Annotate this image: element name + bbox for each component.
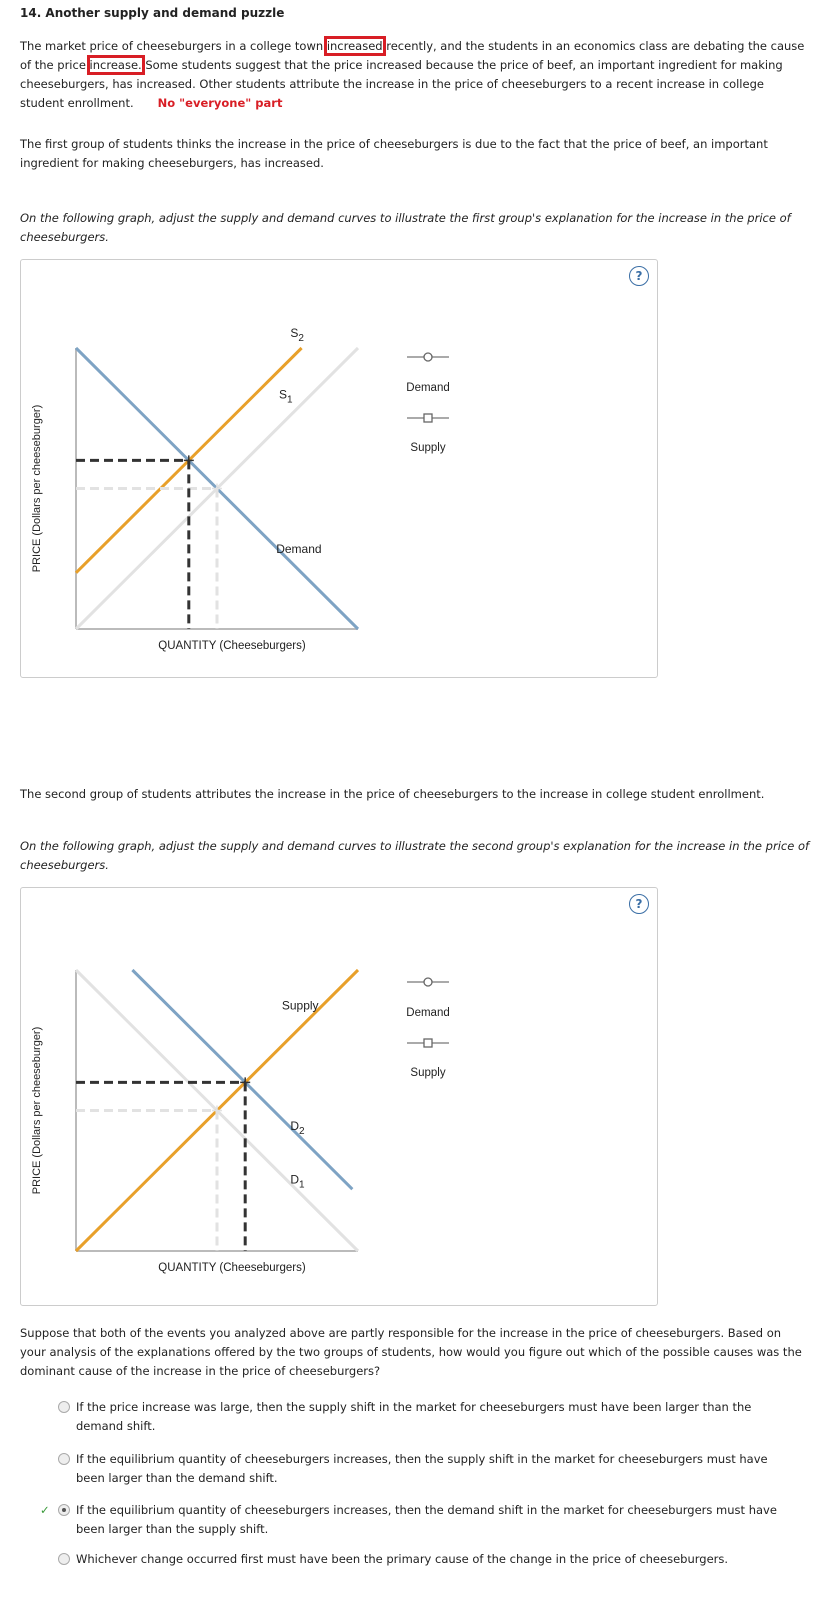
graph-1[interactable] bbox=[21, 260, 657, 677]
help-icon[interactable]: ? bbox=[629, 266, 649, 286]
y-axis-label: PRICE (Dollars per cheeseburger) bbox=[31, 404, 43, 573]
radio-button[interactable] bbox=[58, 1401, 70, 1413]
supply-tool-square-icon[interactable] bbox=[424, 414, 432, 422]
option-label: If the price increase was large, then the supply shift in the market for cheeseburgers must have been larger than the demand shift. bbox=[76, 1400, 752, 1433]
intro-text: The market price of cheeseburgers in a college town bbox=[20, 39, 327, 53]
curve-label-d2: $D_2$ bbox=[290, 1119, 305, 1138]
option-label: If the equilibrium quantity of cheeseburgers increases, then the supply shift in the market for cheeseburgers must have been larger than the demand shift. bbox=[76, 1452, 768, 1485]
option-2[interactable] bbox=[58, 1450, 788, 1488]
curve-label-d1: $D_1$ bbox=[290, 1172, 305, 1191]
intro-text: Some students suggest that the price increased because the price of beef, an important ingredient for making cheeseburgers, has increased. Other students attribute the increase in the price of cheeseburgers to a recent increase in college student enrollment. bbox=[20, 58, 783, 110]
x-axis-label: QUANTITY (Cheeseburgers) bbox=[158, 640, 306, 652]
help-icon[interactable]: ? bbox=[629, 894, 649, 914]
instruction-1: On the following graph, adjust the supply and demand curves to illustrate the first group's explanation for the increase in the price of cheeseburgers. bbox=[20, 211, 791, 244]
radio-button[interactable] bbox=[58, 1553, 70, 1565]
highlight-increase: increase. bbox=[89, 58, 142, 72]
annotation-note: No "everyone" part bbox=[157, 96, 283, 110]
graph-panel-2 bbox=[20, 887, 658, 1306]
intro-paragraph bbox=[20, 37, 810, 113]
radio-button-selected[interactable] bbox=[58, 1504, 70, 1516]
radio-button[interactable] bbox=[58, 1453, 70, 1465]
option-3[interactable] bbox=[40, 1501, 788, 1539]
demand-tool-circle-icon[interactable] bbox=[424, 353, 432, 361]
curve-label-supply: Supply bbox=[281, 998, 319, 1013]
legend-demand-label: Demand bbox=[406, 1007, 450, 1019]
supply-tool-square-icon[interactable] bbox=[424, 1039, 432, 1047]
x-axis-label: QUANTITY (Cheeseburgers) bbox=[158, 1262, 306, 1274]
option-1[interactable] bbox=[58, 1398, 788, 1436]
demand-tool-circle-icon[interactable] bbox=[424, 978, 432, 986]
group1-text: The first group of students thinks the increase in the price of cheeseburgers is due to the fact that the price of beef, an important ingredient for making cheeseburgers, has increased. bbox=[20, 137, 768, 170]
question-title: 14. Another supply and demand puzzle bbox=[20, 6, 285, 20]
curve-d2[interactable] bbox=[132, 970, 352, 1189]
curve-label-demand: Demand bbox=[276, 542, 322, 557]
legend-supply-label: Supply bbox=[410, 442, 446, 454]
option-label: If the equilibrium quantity of cheeseburgers increases, then the demand shift in the market for cheeseburgers must have been larger than the supply shift. bbox=[76, 1503, 777, 1536]
instruction-2: On the following graph, adjust the supply and demand curves to illustrate the second group's explanation for the increase in the price of cheeseburgers. bbox=[20, 839, 810, 872]
checkmark-icon: ✓ bbox=[40, 1503, 50, 1517]
legend-demand-label: Demand bbox=[406, 382, 450, 394]
graph-panel-1 bbox=[20, 259, 658, 678]
question-text: Suppose that both of the events you analyzed above are partly responsible for the increase in the price of cheeseburgers. Based on your analysis of the explanations offered by the two groups of students, how would you figure out which of the possible causes was the dominant cause of the increase in the price of cheeseburgers? bbox=[20, 1326, 802, 1378]
intro-text: recently, and the students in an economics class are debating the cause of the price bbox=[20, 39, 805, 72]
option-4[interactable] bbox=[58, 1550, 788, 1569]
group2-text: The second group of students attributes the increase in the price of cheeseburgers to the increase in college student enrollment. bbox=[20, 787, 765, 801]
legend-supply-label: Supply bbox=[410, 1067, 446, 1079]
option-label: Whichever change occurred first must have been the primary cause of the change in the price of cheeseburgers. bbox=[76, 1552, 729, 1566]
graph-2[interactable] bbox=[21, 888, 657, 1305]
curve-label-s2: $S_2$ bbox=[290, 325, 304, 344]
highlight-increased: increased bbox=[326, 39, 383, 53]
curve-label-s1: $S_1$ bbox=[279, 387, 293, 406]
y-axis-label: PRICE (Dollars per cheeseburger) bbox=[31, 1026, 43, 1195]
